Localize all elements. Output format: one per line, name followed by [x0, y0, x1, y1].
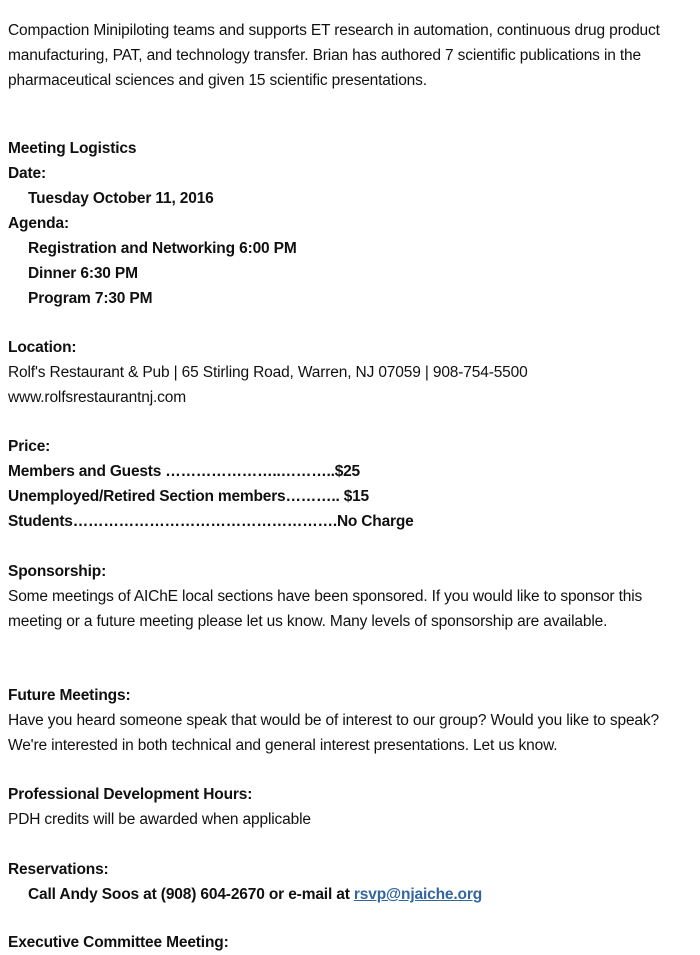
sponsorship-body: Some meetings of AIChE local sections have been sponsored. If you would like to sponsor this meeting or a future meeting please let us know. Many levels of sponsorship are available.	[8, 588, 643, 630]
reservations-heading: Reservations:	[8, 861, 109, 878]
price-row-leader: …………………..………..	[161, 463, 335, 480]
price-row	[8, 509, 684, 534]
date-value: Tuesday October 11, 2016	[28, 190, 214, 207]
location-address: Rolf's Restaurant & Pub | 65 Stirling Road, Warren, NJ 07059 | 908-754-5500	[8, 364, 528, 381]
reservations-section	[8, 857, 684, 907]
executive-committee-section	[8, 930, 684, 955]
price-row-label: Unemployed/Retired Section members	[8, 488, 286, 505]
price-row-label: Members and Guests	[8, 463, 162, 480]
price-row-value: $25	[334, 463, 360, 480]
meeting-logistics-heading: Meeting Logistics	[8, 140, 137, 157]
professional-development-body: PDH credits will be awarded when applicable	[8, 811, 311, 828]
price-row-value: No Charge	[336, 513, 414, 530]
future-meetings-body: Have you heard someone speak that would be of interest to our group? Would you like to speak? We're interested in both technical and general interest presentations. Let us know.	[8, 712, 659, 754]
price-row	[8, 459, 684, 484]
price-row-value: $15	[343, 488, 369, 505]
rsvp-email-link[interactable]: rsvp@njaiche.org	[353, 886, 483, 903]
location-heading: Location:	[8, 339, 77, 356]
intro-paragraph: Compaction Minipiloting teams and supports ET research in automation, continuous drug product manufacturing, PAT, and technology transfer. Brian has authored 7 scientific publications in the pharmaceutical sciences and given 15 scientific presentations.	[8, 21, 660, 89]
price-row-leader: …………………………………………….	[72, 513, 337, 530]
sponsorship-section	[8, 559, 684, 634]
agenda-item-registration: Registration and Networking 6:00 PM	[28, 240, 297, 257]
location-website: www.rolfsrestaurantnj.com	[8, 389, 187, 406]
agenda-item-program: Program 7:30 PM	[28, 290, 153, 307]
price-row-label: Students	[8, 513, 73, 530]
price-row-leader: ………..	[285, 488, 344, 505]
agenda-label: Agenda:	[8, 215, 69, 232]
date-label: Date:	[8, 165, 47, 182]
agenda-item-dinner: Dinner 6:30 PM	[28, 265, 138, 282]
future-meetings-heading: Future Meetings:	[8, 687, 131, 704]
reservations-call-text: Call Andy Soos at (908) 604-2670 or e-mail at	[28, 886, 354, 903]
location-section	[8, 335, 684, 410]
reservations-contact-line	[8, 882, 684, 907]
price-section	[8, 434, 684, 534]
meeting-logistics-section	[8, 136, 684, 311]
professional-development-section	[8, 782, 684, 832]
sponsorship-heading: Sponsorship:	[8, 563, 107, 580]
professional-development-heading: Professional Development Hours:	[8, 786, 253, 803]
executive-committee-heading: Executive Committee Meeting:	[8, 934, 229, 951]
future-meetings-section	[8, 683, 684, 758]
price-heading: Price:	[8, 438, 51, 455]
price-row	[8, 484, 684, 509]
